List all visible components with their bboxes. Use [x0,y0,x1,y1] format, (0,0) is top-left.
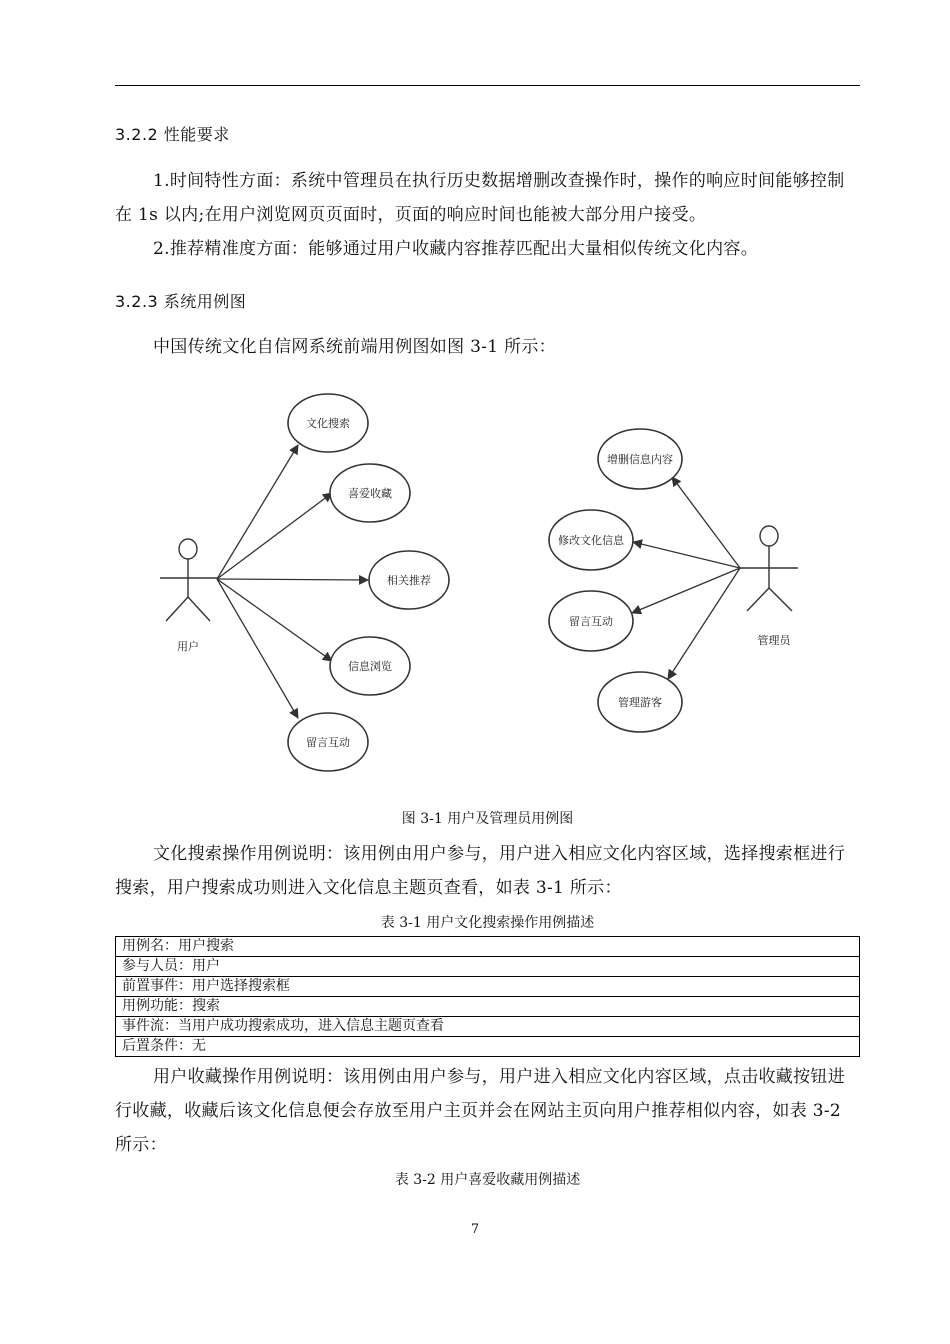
table-cell-postcondition: 后置条件：无 [116,1037,860,1057]
figure-caption: 图 3-1 用户及管理员用例图 [401,811,574,827]
user-arrow-recommend [217,579,368,580]
table-cell-event-flow: 事件流：当用户成功搜索成功，进入信息主题页查看 [116,1017,860,1037]
paragraph-collect-description: 用户收藏操作用例说明：该用例由用户参与，用户进入相应文化内容区域，点击收藏按钮进行收藏，收藏后该文化信息便会存放至用户主页并会在网站主页向用户推荐相似内容，如表 3-2 所示： [115,1067,845,1155]
paragraph-use-case-intro: 中国传统文化自信网系统前端用例图如图 3-1 所示： [153,337,556,357]
table-1-caption: 表 3-1 用户文化搜索操作用例描述 [380,915,595,931]
table-2-caption: 表 3-2 用户喜爱收藏用例描述 [394,1172,581,1188]
section-heading-performance: 3.2.2 性能要求 [115,125,230,144]
use-case-browse-label: 信息浏览 [348,660,392,673]
table-cell-function: 用例功能：搜索 [116,997,860,1017]
paragraph-recommend-accuracy: 2.推荐精准度方面：能够通过用户收藏内容推荐匹配出大量相似传统文化内容。 [153,239,759,259]
admin-arrow-message [632,568,740,613]
user-arrow-search [217,445,298,579]
table-row [116,977,860,997]
header-rule [115,85,860,86]
use-case-add-delete-info-label: 增删信息内容 [607,453,673,466]
user-actor-label: 用户 [177,640,199,653]
user-arrow-browse [217,579,332,661]
table-row [116,997,860,1017]
table-row [116,1037,860,1057]
user-arrow-favorite [217,493,332,579]
table-row [116,957,860,977]
paragraph-time-performance: 1.时间特性方面：系统中管理员在执行历史数据增删改查操作时，操作的响应时间能够控制在 1s 以内;在用户浏览网页页面时，页面的响应时间也能被大部分用户接受。 [115,171,845,225]
use-case-diagram [150,385,810,785]
use-case-admin-message-label: 留言互动 [569,615,613,628]
use-case-manage-guests-label: 管理游客 [618,696,662,709]
use-case-user-message-label: 留言互动 [306,736,350,749]
use-case-search-label: 文化搜索 [306,417,350,430]
use-case-table-search [115,936,860,1057]
use-case-recommend-label: 相关推荐 [387,574,431,587]
table-row [116,937,860,957]
admin-actor-figure [740,526,798,611]
admin-actor-label: 管理员 [757,634,791,647]
table-row [116,1017,860,1037]
admin-arrow-guest [668,568,740,679]
use-case-favorite-label: 喜爱收藏 [348,487,392,500]
table-cell-precondition: 前置事件：用户选择搜索框 [116,977,860,997]
table-cell-actor: 参与人员：用户 [116,957,860,977]
table-cell-name: 用例名：用户搜索 [116,937,860,957]
user-arrow-message [217,579,298,718]
paragraph-search-description: 文化搜索操作用例说明：该用例由用户参与，用户进入相应文化内容区域，选择搜索框进行搜索，用户搜索成功则进入文化信息主题页查看，如表 3-1 所示： [115,844,845,898]
page-number: 7 [470,1222,480,1237]
user-actor-figure [160,539,217,621]
use-case-modify-culture-info-label: 修改文化信息 [558,534,624,547]
section-heading-use-case: 3.2.3 系统用例图 [115,292,247,311]
